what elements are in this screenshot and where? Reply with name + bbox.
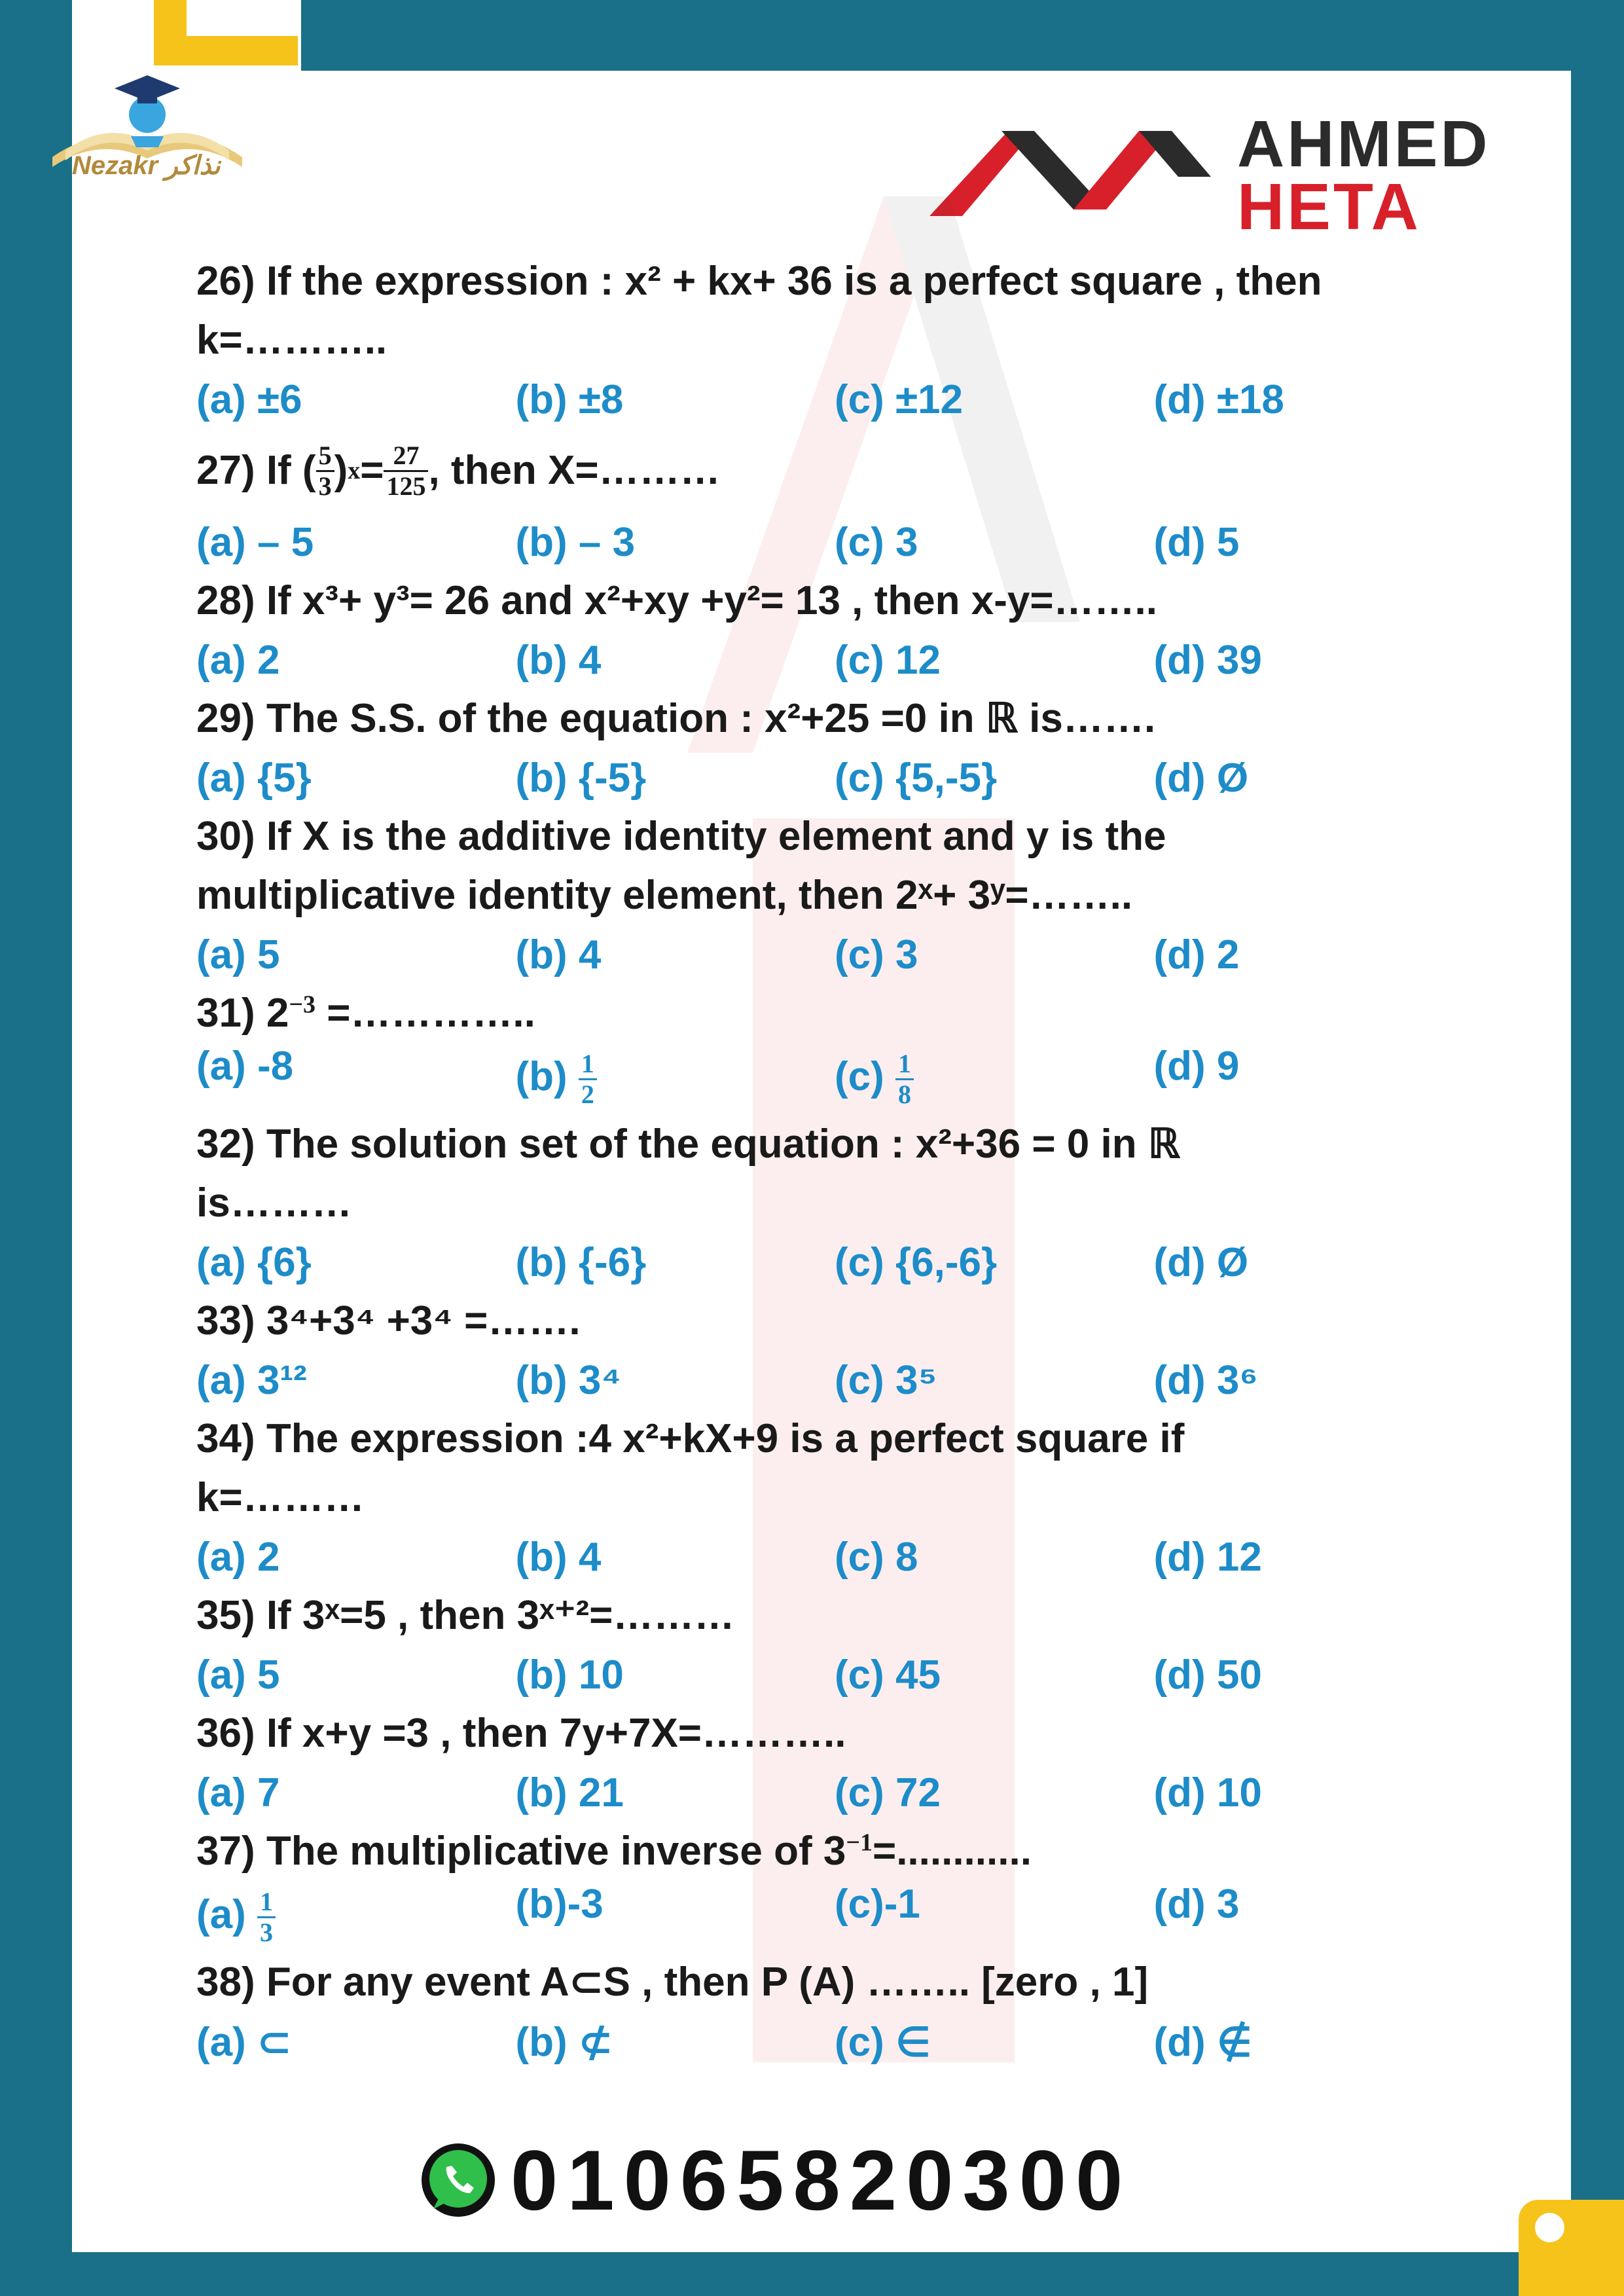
question-32: 32) The solution set of the equation : x²+36 = 0 in ℝ is……… xyxy=(196,1121,1180,1226)
whatsapp-icon xyxy=(419,2141,497,2219)
option-d[interactable]: (d) 3⁶ xyxy=(1153,1357,1258,1403)
question-list xyxy=(196,252,1473,2071)
question-27-prefix: 27) If ( xyxy=(196,448,316,493)
option-b[interactable]: (b) ⊄ xyxy=(515,2019,613,2065)
options-34 xyxy=(196,1527,1473,1586)
phone-number: 01065820300 xyxy=(511,2132,1132,2228)
question-37-tail: =............ xyxy=(873,1829,1032,1874)
question-26: 26) If the expression : x² + kx+ 36 is a perfect square , then k=……….. xyxy=(196,259,1322,363)
option-b[interactable]: (b) 3⁴ xyxy=(515,1357,622,1403)
option-d[interactable]: (d) 5 xyxy=(1153,519,1240,565)
exponent: −1 xyxy=(846,1829,873,1857)
option-c[interactable]: (c) 3 xyxy=(835,932,918,977)
fraction-numerator: 1 xyxy=(895,1049,914,1080)
option-a[interactable]: (a) – 5 xyxy=(196,519,314,565)
fraction-1-2 xyxy=(579,1049,597,1109)
contact-phone xyxy=(419,2131,1132,2229)
option-a[interactable]: (a) 2 xyxy=(196,637,280,683)
option-a[interactable]: (a) 2 xyxy=(196,1534,280,1580)
fraction-27-125 xyxy=(384,441,428,501)
option-b[interactable]: (b) 21 xyxy=(515,1770,624,1815)
option-c[interactable]: (c) 8 xyxy=(835,1534,918,1580)
question-27: 27) If ( $\frac{5}{3}$ ) x = $\frac{27}{125}$ , then X=……… xyxy=(196,440,721,501)
question-33: 33) 3⁴+3⁴ +3⁴ =……. xyxy=(196,1298,581,1343)
fraction-numerator: 1 xyxy=(579,1049,597,1080)
option-d[interactable]: (d) 10 xyxy=(1153,1770,1262,1815)
option-d[interactable]: (d) Ø xyxy=(1153,755,1249,801)
fraction-denominator: 2 xyxy=(581,1079,594,1109)
option-b[interactable]: (b) 4 xyxy=(515,932,602,977)
option-d[interactable]: (d) 12 xyxy=(1153,1534,1262,1580)
option-a[interactable]: (a) 5 xyxy=(196,1652,280,1698)
options-31 xyxy=(196,1043,1473,1115)
option-b[interactable]: (b) {-6} xyxy=(515,1239,647,1285)
options-28 xyxy=(196,630,1473,689)
fraction-denominator: 125 xyxy=(386,471,426,501)
option-d[interactable]: (d) ±18 xyxy=(1153,376,1284,422)
option-c[interactable]: (c)-1 xyxy=(835,1882,920,1927)
fraction-numerator: 1 xyxy=(257,1887,276,1918)
options-33 xyxy=(196,1351,1473,1410)
option-c[interactable]: (c) {5,-5} xyxy=(835,755,998,801)
fraction-numerator: 5 xyxy=(316,441,334,472)
question-37-prefix: 37) The multiplicative inverse of 3 xyxy=(196,1829,846,1874)
option-b[interactable] xyxy=(516,1049,835,1109)
question-37 xyxy=(196,1822,1473,1881)
option-label: (c) xyxy=(835,1053,895,1099)
option-a[interactable]: (a) {5} xyxy=(196,755,312,801)
options-30 xyxy=(196,925,1473,984)
fraction-denominator: 8 xyxy=(898,1079,911,1109)
fraction-denominator: 3 xyxy=(318,471,332,501)
option-d[interactable]: (d) 2 xyxy=(1153,932,1240,977)
option-c[interactable]: (c) {6,-6} xyxy=(835,1239,998,1285)
brand-name-line2: HETA xyxy=(1237,170,1421,244)
option-a[interactable]: (a) {6} xyxy=(196,1239,312,1285)
question-36: 36) If x+y =3 , then 7y+7X=……….. xyxy=(196,1711,846,1756)
options-27 xyxy=(196,513,1473,572)
option-c[interactable]: (c) ±12 xyxy=(835,376,963,422)
question-29: 29) The S.S. of the equation : x²+25 =0 in ℝ is……. xyxy=(196,696,1156,741)
options-38 xyxy=(196,2012,1473,2071)
option-a[interactable]: (a) ⊂ xyxy=(196,2019,291,2065)
options-36 xyxy=(196,1763,1473,1822)
option-b[interactable]: (b) – 3 xyxy=(515,519,636,565)
option-b[interactable]: (b)-3 xyxy=(515,1882,604,1927)
fraction-5-3 xyxy=(316,441,334,501)
option-d[interactable]: (d) Ø xyxy=(1153,1239,1249,1285)
question-31-prefix: 31) 2 xyxy=(196,991,289,1036)
options-37 xyxy=(196,1881,1473,1953)
option-a[interactable]: (a) 7 xyxy=(196,1770,280,1815)
options-32 xyxy=(196,1233,1473,1292)
question-31 xyxy=(196,984,1473,1043)
corner-accent-bottom-right xyxy=(1519,2200,1624,2296)
question-30-line1: 30) If X is the additive identity element and y is the xyxy=(196,814,1166,859)
frame-right xyxy=(1571,0,1624,2296)
frame-left xyxy=(0,0,72,2296)
options-35 xyxy=(196,1645,1473,1704)
question-31-tail: =………….. xyxy=(315,991,535,1036)
option-c[interactable] xyxy=(835,1049,1154,1109)
brand-name-line1: AHMED xyxy=(1237,107,1490,181)
fraction-1-8 xyxy=(895,1049,914,1109)
option-b[interactable]: (b) ±8 xyxy=(515,376,624,422)
fraction-1-3 xyxy=(257,1887,276,1947)
option-b[interactable]: (b) 4 xyxy=(515,1534,602,1580)
option-label: (a) xyxy=(196,1891,257,1937)
exponent: −3 xyxy=(289,991,316,1019)
frame-top xyxy=(301,0,1624,71)
option-b[interactable]: (b) 4 xyxy=(515,637,602,683)
corner-accent-cutout xyxy=(187,0,298,36)
question-34: 34) The expression :4 x²+kX+9 is a perfect square if k=……… xyxy=(196,1416,1185,1520)
option-a[interactable]: (a) -8 xyxy=(196,1044,294,1089)
options-26 xyxy=(196,370,1473,429)
option-b[interactable]: (b) 10 xyxy=(515,1652,624,1698)
option-label: (b) xyxy=(515,1053,579,1099)
option-c[interactable]: (c) 12 xyxy=(835,637,941,683)
option-d[interactable]: (d) 39 xyxy=(1153,637,1262,683)
option-c[interactable]: (c) 72 xyxy=(835,1770,941,1815)
site-name: Nezakr نذاكر xyxy=(72,151,221,180)
question-38: 38) For any event A⊂S , then P (A) …….. [zero , 1] xyxy=(196,1959,1149,2005)
option-a[interactable]: (a) 5 xyxy=(196,932,280,977)
corner-accent-dot xyxy=(1535,2213,1564,2242)
option-a[interactable]: (a) 3¹² xyxy=(196,1357,307,1403)
frame-bottom xyxy=(0,2252,1519,2296)
option-b[interactable]: (b) {-5} xyxy=(515,755,647,801)
options-29 xyxy=(196,748,1473,807)
equals: = xyxy=(360,448,384,493)
question-27-tail: , then X=……… xyxy=(428,448,721,493)
option-d[interactable]: (d) ∉ xyxy=(1153,2019,1252,2065)
fraction-numerator: 27 xyxy=(384,441,428,472)
fraction-denominator: 3 xyxy=(260,1917,273,1947)
option-a[interactable] xyxy=(196,1887,516,1947)
option-d[interactable]: (d) 3 xyxy=(1153,1882,1240,1927)
question-35: 35) If 3ˣ=5 , then 3ˣ⁺²=……… xyxy=(196,1593,735,1638)
option-c[interactable]: (c) 3 xyxy=(835,519,918,565)
option-c[interactable]: (c) 45 xyxy=(835,1652,941,1698)
option-d[interactable]: (d) 50 xyxy=(1153,1652,1262,1698)
option-c[interactable]: (c) ∈ xyxy=(835,2019,931,2065)
option-a[interactable]: (a) ±6 xyxy=(196,376,302,422)
option-c[interactable]: (c) 3⁵ xyxy=(835,1357,937,1403)
brand-name xyxy=(1237,107,1490,244)
question-30-line2: multiplicative identity element, then 2ˣ+ 3ʸ=…….. xyxy=(196,873,1133,918)
option-d[interactable]: (d) 9 xyxy=(1153,1044,1240,1089)
question-28: 28) If x³+ y³= 26 and x²+xy +y²= 13 , then x-y=…….. xyxy=(196,578,1157,623)
